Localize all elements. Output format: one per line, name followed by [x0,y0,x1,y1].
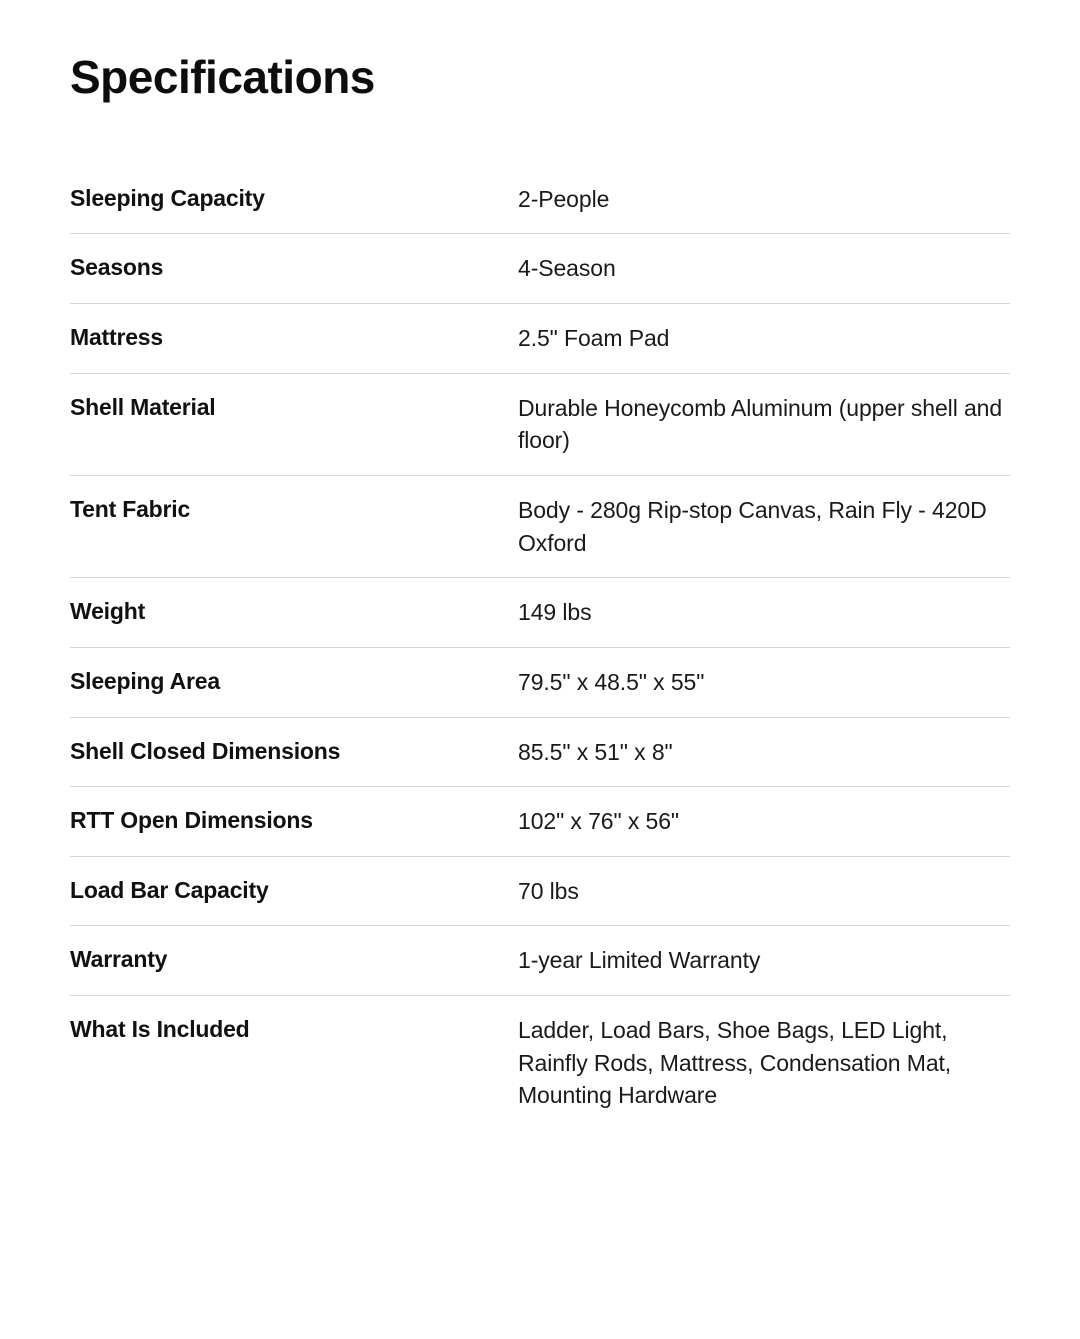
spec-value: 102" x 76" x 56" [518,808,679,835]
spec-label: Weight [70,598,146,625]
spec-value: 1-year Limited Warranty [518,947,761,974]
specifications-table [70,165,1010,1131]
specifications-table-body [70,165,1010,1131]
spec-value: 2.5" Foam Pad [518,324,670,351]
spec-label: Load Bar Capacity [70,876,269,903]
spec-label: Sleeping Area [70,667,220,694]
spec-label: Warranty [70,946,168,973]
table-row [70,717,1010,787]
table-row [70,926,1010,996]
spec-label: Mattress [70,323,163,350]
spec-value: 2-People [518,185,610,212]
table-row [70,578,1010,648]
table-row [70,165,1010,234]
spec-label: RTT Open Dimensions [70,807,313,834]
table-row [70,373,1010,475]
table-row [70,787,1010,857]
table-row [70,234,1010,304]
table-row [70,996,1010,1130]
page-title: Specifications [70,51,375,103]
table-row [70,856,1010,926]
spec-value: Ladder, Load Bars, Shoe Bags, LED Light, Rainfly Rods, Mattress, Condensation Mat, Mounting Hardware [518,1017,952,1109]
spec-value: 70 lbs [518,877,579,904]
spec-value: 85.5" x 51" x 8" [518,738,673,765]
spec-label: Shell Material [70,393,216,420]
spec-label: Seasons [70,254,164,281]
table-row [70,647,1010,717]
table-row [70,303,1010,373]
spec-value: Body - 280g Rip-stop Canvas, Rain Fly - 420D Oxford [518,496,987,556]
spec-value: 79.5" x 48.5" x 55" [518,668,705,695]
spec-label: Tent Fabric [70,495,191,522]
table-row [70,475,1010,577]
spec-value: Durable Honeycomb Aluminum (upper shell and floor) [518,394,1003,454]
spec-label: Shell Closed Dimensions [70,737,341,764]
spec-value: 149 lbs [518,599,592,626]
spec-value: 4-Season [518,255,616,282]
spec-label: Sleeping Capacity [70,184,265,211]
spec-label: What Is Included [70,1016,250,1043]
